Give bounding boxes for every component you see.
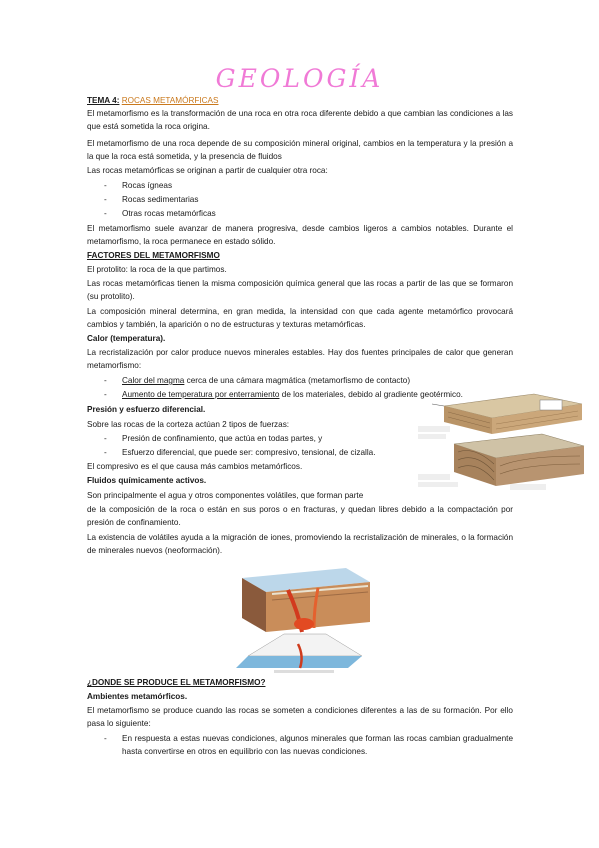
tema-name: ROCAS METAMÓRFICAS bbox=[121, 96, 219, 105]
page-title: GEOLOGÍA bbox=[215, 64, 384, 93]
paragraph-fluidos-1: Son principalmente el agua y otros componentes volátiles, que forman parte bbox=[87, 491, 364, 500]
heading-fluidos: Fluidos químicamente activos. bbox=[87, 476, 207, 485]
list-bullet: - bbox=[104, 209, 107, 218]
list-bullet: - bbox=[104, 390, 107, 399]
heading-ambientes: Ambientes metamórficos. bbox=[87, 692, 188, 701]
heading-protolito: El protolito: la roca de la que partimos. bbox=[87, 265, 227, 274]
paragraph-progresivo: El metamorfismo suele avanzar de manera progresiva, desde cambios ligeros a cambios notables. Durante el metamorfismo, la roca permanece en estado sólido. bbox=[87, 224, 513, 247]
paragraph-fuerzas: Sobre las rocas de la corteza actúan 2 tipos de fuerzas: bbox=[87, 420, 290, 429]
paragraph-protolito: Las rocas metamórficas tienen la misma composición química general que las rocas a partir de las que se formaron (su protolito). bbox=[87, 279, 513, 302]
paragraph-ambientes: El metamorfismo se produce cuando las rocas se someten a condiciones diferentes a las de su formación. Por ello pasa lo siguiente: bbox=[87, 706, 513, 729]
calor-magma-term: Calor del magma bbox=[122, 376, 185, 385]
list-item-metamorficas: Otras rocas metamórficas bbox=[122, 209, 216, 218]
list-bullet: - bbox=[104, 434, 107, 443]
list-item-respuesta: En respuesta a estas nuevas condiciones, algunos minerales que forman las rocas cambian gradualmente hasta convertirse en otros en equilibrio con las nuevas condiciones. bbox=[122, 734, 513, 757]
heading-presion: Presión y esfuerzo diferencial. bbox=[87, 405, 206, 414]
enterramiento-text: de los materiales, debido al gradiente geotérmico. bbox=[279, 390, 463, 399]
heading-calor: Calor (temperatura). bbox=[87, 334, 166, 343]
paragraph-origen: Las rocas metamórficas se originan a partir de cualquier otra roca: bbox=[87, 166, 328, 175]
paragraph-definicion: El metamorfismo es la transformación de una roca en otra roca diferente debido a que cambian las condiciones a las que está sometida la roca origina. bbox=[87, 109, 513, 132]
tema-prefix: TEMA 4: bbox=[87, 96, 120, 105]
paragraph-dependencia: El metamorfismo de una roca depende de su composición mineral original, cambios en la temperatura y la presión a la que la roca está sometida, y la presencia de fluidos bbox=[87, 139, 513, 162]
list-item-calor-magma bbox=[122, 374, 410, 387]
heading-factores: FACTORES DEL METAMORFISMO bbox=[87, 251, 220, 260]
list-item-igneas: Rocas ígneas bbox=[122, 181, 173, 190]
block-diagram-figure bbox=[414, 386, 590, 501]
list-bullet: - bbox=[104, 376, 107, 385]
paragraph-volatiles: La existencia de volátiles ayuda a la migración de iones, promoviendo la recristalización de minerales, o la formación de minerales nuevos (neoformación). bbox=[87, 533, 513, 556]
paragraph-fluidos-2: de la composición de la roca o están en sus poros o en fracturas, y quedan libres debido a la compactación por presión de confinamiento. bbox=[87, 505, 513, 528]
list-bullet: - bbox=[104, 181, 107, 190]
heading-donde: ¿DONDE SE PRODUCE EL METAMORFISMO? bbox=[87, 678, 266, 687]
paragraph-compresivo: El compresivo es el que causa más cambios metamórficos. bbox=[87, 462, 303, 471]
list-item-enterramiento bbox=[122, 388, 463, 401]
list-item-sedimentarias: Rocas sedimentarias bbox=[122, 195, 199, 204]
tema-heading bbox=[87, 94, 513, 107]
list-bullet: - bbox=[104, 195, 107, 204]
paragraph-calor: La recristalización por calor produce nuevos minerales estables. Hay dos fuentes principales de calor que generan metamorfismo: bbox=[87, 348, 513, 371]
calor-magma-text: cerca de una cámara magmática (metamorfismo de contacto) bbox=[184, 376, 411, 385]
list-bullet: - bbox=[104, 448, 107, 457]
list-item-esfuerzo: Esfuerzo diferencial, que puede ser: compresivo, tensional, de cizalla. bbox=[122, 448, 376, 457]
enterramiento-term: Aumento de temperatura por enterramiento bbox=[122, 390, 280, 399]
subduction-diagram-figure bbox=[228, 560, 378, 674]
list-bullet: - bbox=[104, 734, 107, 743]
list-item-confinamiento: Presión de confinamiento, que actúa en todas partes, y bbox=[122, 434, 323, 443]
paragraph-composicion: La composición mineral determina, en gran medida, la intensidad con que cada agente metamórfico provocará cambios y también, la aparición o no de estructuras y texturas metamórficas. bbox=[87, 307, 513, 330]
